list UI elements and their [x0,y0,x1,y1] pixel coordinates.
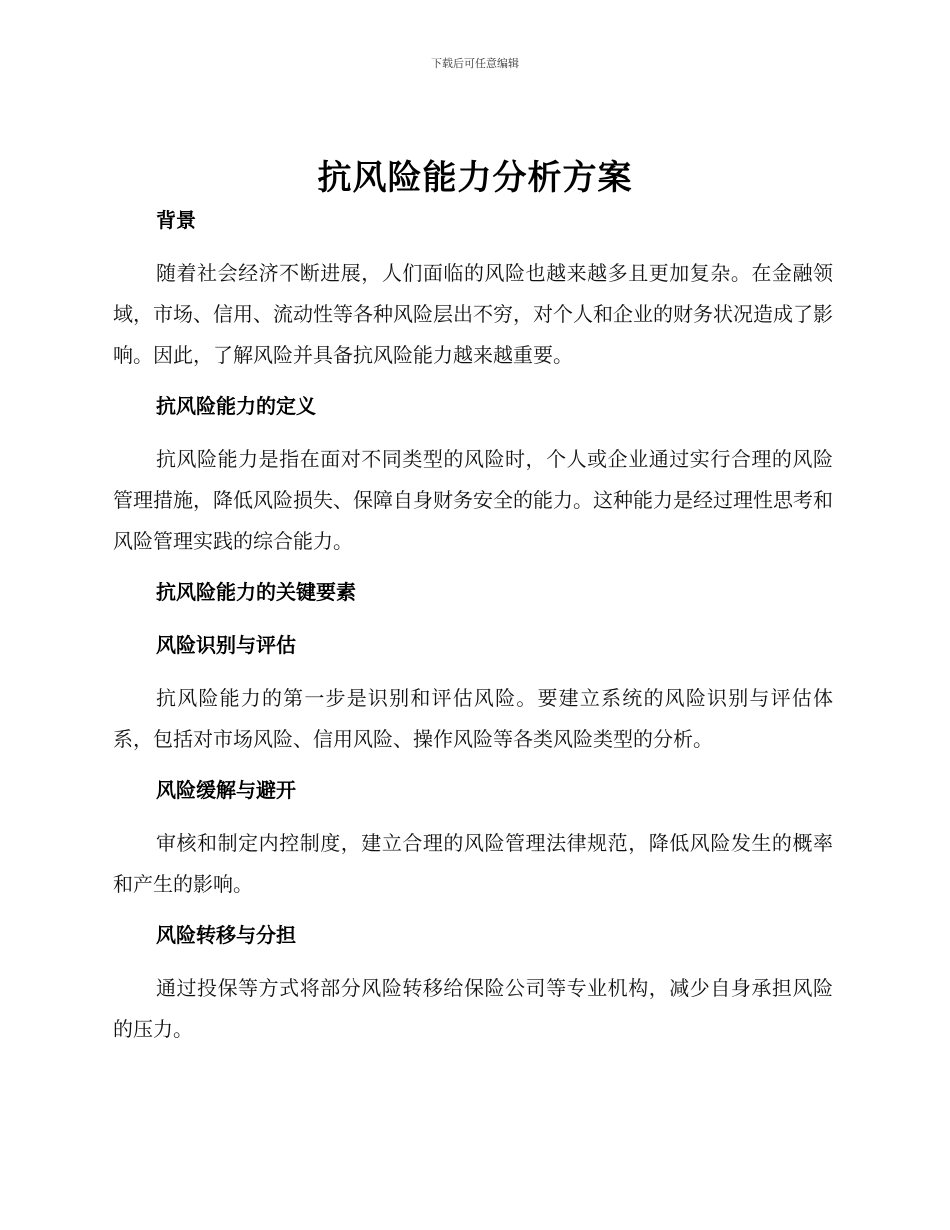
section-paragraph-mitigation: 审核和制定内控制度，建立合理的风险管理法律规范，降低风险发生的概率和产生的影响。 [113,831,833,896]
section-heading-identification: 风险识别与评估 [156,633,296,657]
page-header-note: 下载后可任意编辑 [431,57,519,70]
section-paragraph-transfer: 通过投保等方式将部分风险转移给保险公司等专业机构，减少自身承担风险的压力。 [113,976,833,1041]
section-heading-transfer: 风险转移与分担 [156,923,296,947]
section-heading-background: 背景 [156,208,196,232]
section-heading-definition: 抗风险能力的定义 [156,394,316,418]
section-heading-key-elements: 抗风险能力的关键要素 [156,580,356,604]
section-paragraph-definition: 抗风险能力是指在面对不同类型的风险时，个人或企业通过实行合理的风险管理措施，降低风险损失、保障自身财务安全的能力。这种能力是经过理性思考和风险管理实践的综合能力。 [113,447,833,553]
section-heading-mitigation: 风险缓解与避开 [156,778,296,802]
section-paragraph-background: 随着社会经济不断进展，人们面临的风险也越来越多且更加复杂。在金融领域，市场、信用、流动性等各种风险层出不穷，对个人和企业的财务状况造成了影响。因此，了解风险并具备抗风险能力越来越重要。 [113,261,833,367]
section-paragraph-identification: 抗风险能力的第一步是识别和评估风险。要建立系统的风险识别与评估体系，包括对市场风险、信用风险、操作风险等各类风险类型的分析。 [113,686,833,751]
document-body [113,200,833,1050]
document-title: 抗风险能力分析方案 [317,158,633,198]
